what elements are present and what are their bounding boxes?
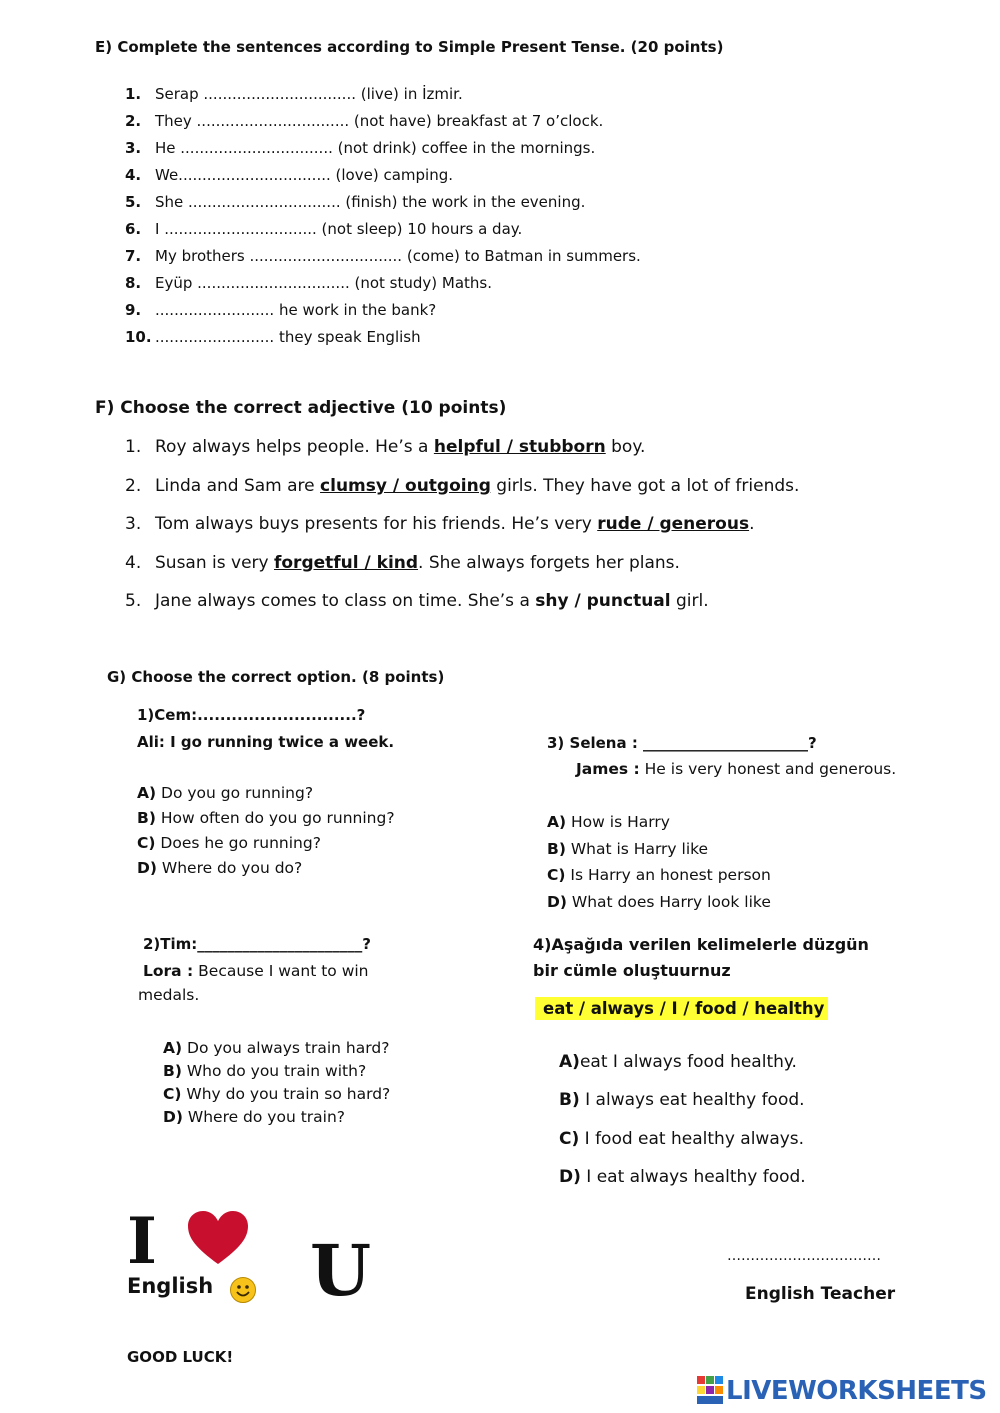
f-item-number: 3. <box>125 514 142 534</box>
e-item-number: 10. <box>125 328 152 346</box>
f-item-pre: Tom always buys presents for his friends. He’s very <box>155 514 598 534</box>
q4-option-a[interactable] <box>559 1052 797 1072</box>
f-item-pre: Linda and Sam are <box>155 476 321 496</box>
f-item-post: girl. <box>670 591 709 611</box>
option-text: Where do you do? <box>156 859 303 877</box>
f-item-number: 2. <box>125 476 142 496</box>
f-item <box>125 476 799 496</box>
option-letter: A) <box>547 813 567 831</box>
q1-option-c[interactable] <box>137 834 321 852</box>
logo-english-text: English <box>127 1274 214 1298</box>
option-letter: B) <box>547 840 566 858</box>
option-letter: C) <box>137 834 156 852</box>
e-item-number: 2. <box>125 112 142 130</box>
option-text: What does Harry look like <box>566 893 771 911</box>
e-item-text: He ................................ (not drink) coffee in the mornings. <box>155 139 596 157</box>
e-item-text: I ................................ (not sleep) 10 hours a day. <box>155 220 523 238</box>
q3-option-b[interactable] <box>547 840 708 858</box>
q4-option-c[interactable] <box>559 1129 804 1149</box>
q4-instruction-line1: 4)Aşağıda verilen kelimelerle düzgün <box>533 935 869 954</box>
e-item <box>125 139 595 157</box>
e-item-number: 6. <box>125 220 142 238</box>
q3-option-c[interactable] <box>547 866 771 884</box>
e-item-number: 4. <box>125 166 142 184</box>
q2-answer-cont: medals. <box>138 986 200 1004</box>
teacher-label: English Teacher <box>745 1284 896 1304</box>
f-item-pre: Jane always comes to class on time. She’s a <box>155 591 536 611</box>
e-item <box>125 274 492 292</box>
q2-option-d[interactable] <box>163 1108 345 1126</box>
e-item-text: My brothers ................................ (come) to Batman in summers. <box>155 247 641 265</box>
option-letter: A) <box>559 1052 580 1072</box>
q4-instruction-line2: bir cümle oluştuurnuz <box>533 961 731 980</box>
e-item-text: ......................... he work in the bank? <box>155 301 437 319</box>
q3-prompt: 3) Selena : ______________________? <box>547 734 817 752</box>
q3-answer-text: He is very honest and generous. <box>639 760 897 778</box>
f-item-post: . She always forgets her plans. <box>418 553 680 573</box>
q4-word-bank: eat / always / I / food / healthy <box>535 997 828 1020</box>
q3-speaker: James : <box>576 760 640 778</box>
e-item <box>125 193 585 211</box>
q1-answer: Ali: I go running twice a week. <box>137 733 395 751</box>
option-letter: C) <box>559 1129 580 1149</box>
option-text: Do you go running? <box>156 784 314 802</box>
option-letter: B) <box>137 809 156 827</box>
option-letter: D) <box>547 893 567 911</box>
option-text: Where do you train? <box>182 1108 346 1126</box>
section-g-title: G) Choose the correct option. (8 points) <box>107 668 445 686</box>
option-letter: B) <box>559 1090 580 1110</box>
f-item <box>125 437 645 457</box>
option-text: Is Harry an honest person <box>565 866 771 884</box>
option-letter: A) <box>137 784 157 802</box>
q3-option-a[interactable] <box>547 813 670 831</box>
e-item-text: Serap ................................ (live) in İzmir. <box>155 85 463 103</box>
q2-option-c[interactable] <box>163 1085 390 1103</box>
q1-option-b[interactable] <box>137 809 395 827</box>
f-item-number: 1. <box>125 437 142 457</box>
option-text: eat I always food healthy. <box>579 1052 797 1072</box>
option-text: I eat always healthy food. <box>580 1167 806 1187</box>
e-item-text: Eyüp ................................ (not study) Maths. <box>155 274 493 292</box>
good-luck: GOOD LUCK! <box>127 1348 234 1366</box>
option-text: I food eat healthy always. <box>579 1129 805 1149</box>
e-item <box>125 301 436 319</box>
q4-option-d[interactable] <box>559 1167 806 1187</box>
signature-line: …………………………… <box>727 1248 881 1264</box>
e-item-number: 3. <box>125 139 142 157</box>
f-item-number: 4. <box>125 553 142 573</box>
e-item-text: They ................................ (not have) breakfast at 7 o’clock. <box>155 112 604 130</box>
e-item-text: ......................... they speak English <box>155 328 421 346</box>
option-letter: C) <box>163 1085 182 1103</box>
option-text: Why do you train so hard? <box>181 1085 391 1103</box>
f-item <box>125 553 680 573</box>
e-item <box>125 220 522 238</box>
e-item-text: We................................ (love) camping. <box>155 166 453 184</box>
option-text: I always eat healthy food. <box>579 1090 805 1110</box>
f-item-choice[interactable]: shy / punctual <box>535 591 671 611</box>
e-item-number: 1. <box>125 85 142 103</box>
option-text: Who do you train with? <box>181 1062 367 1080</box>
q2-answer-text: Because I want to win <box>193 962 369 980</box>
liveworksheets-brand[interactable]: LIVEWORKSHEETS <box>726 1376 987 1406</box>
e-item <box>125 85 463 103</box>
smiley-icon <box>229 1276 257 1308</box>
f-item-choice[interactable]: clumsy / outgoing <box>320 476 491 496</box>
q1-option-d[interactable] <box>137 859 302 877</box>
option-letter: D) <box>163 1108 183 1126</box>
option-text: Do you always train hard? <box>182 1039 390 1057</box>
option-letter: C) <box>547 866 566 884</box>
e-item <box>125 247 641 265</box>
q3-option-d[interactable] <box>547 893 771 911</box>
liveworksheets-logo-icon <box>697 1376 723 1408</box>
f-item-pre: Roy always helps people. He’s a <box>155 437 434 457</box>
option-text: What is Harry like <box>565 840 709 858</box>
f-item-choice[interactable]: forgetful / kind <box>273 553 419 573</box>
option-text: Does he go running? <box>155 834 321 852</box>
f-item <box>125 514 754 534</box>
q2-answer <box>143 962 369 980</box>
q2-option-a[interactable] <box>163 1039 389 1057</box>
e-item-number: 7. <box>125 247 142 265</box>
option-text: How often do you go running? <box>155 809 395 827</box>
logo-letter-i: I <box>127 1204 157 1279</box>
heart-icon <box>186 1210 250 1270</box>
e-item <box>125 328 421 346</box>
f-item-pre: Susan is very <box>155 553 274 573</box>
q1-prompt: 1)Cem:............................? <box>137 706 366 724</box>
option-text: How is Harry <box>566 813 670 831</box>
q3-answer <box>576 760 896 778</box>
option-letter: D) <box>559 1167 581 1187</box>
f-item-post: . <box>749 514 755 534</box>
option-letter: B) <box>163 1062 182 1080</box>
q2-speaker: Lora : <box>143 962 194 980</box>
section-e-title: E) Complete the sentences according to Simple Present Tense. (20 points) <box>95 38 724 56</box>
f-item-choice[interactable]: rude / generous <box>597 514 750 534</box>
e-item <box>125 166 453 184</box>
option-letter: A) <box>163 1039 183 1057</box>
q2-option-b[interactable] <box>163 1062 366 1080</box>
section-f-title: F) Choose the correct adjective (10 points) <box>95 398 507 418</box>
e-item <box>125 112 603 130</box>
f-item <box>125 591 709 611</box>
q1-option-a[interactable] <box>137 784 313 802</box>
e-item-number: 8. <box>125 274 142 292</box>
e-item-text: She ................................ (finish) the work in the evening. <box>155 193 586 211</box>
option-letter: D) <box>137 859 157 877</box>
f-item-number: 5. <box>125 591 142 611</box>
f-item-post: boy. <box>605 437 646 457</box>
f-item-post: girls. They have got a lot of friends. <box>490 476 800 496</box>
q2-prompt: 2)Tim:______________________? <box>143 935 371 953</box>
logo-letter-u: U <box>310 1229 372 1312</box>
e-item-number: 9. <box>125 301 142 319</box>
f-item-choice[interactable]: helpful / stubborn <box>433 437 606 457</box>
e-item-number: 5. <box>125 193 142 211</box>
q4-option-b[interactable] <box>559 1090 805 1110</box>
